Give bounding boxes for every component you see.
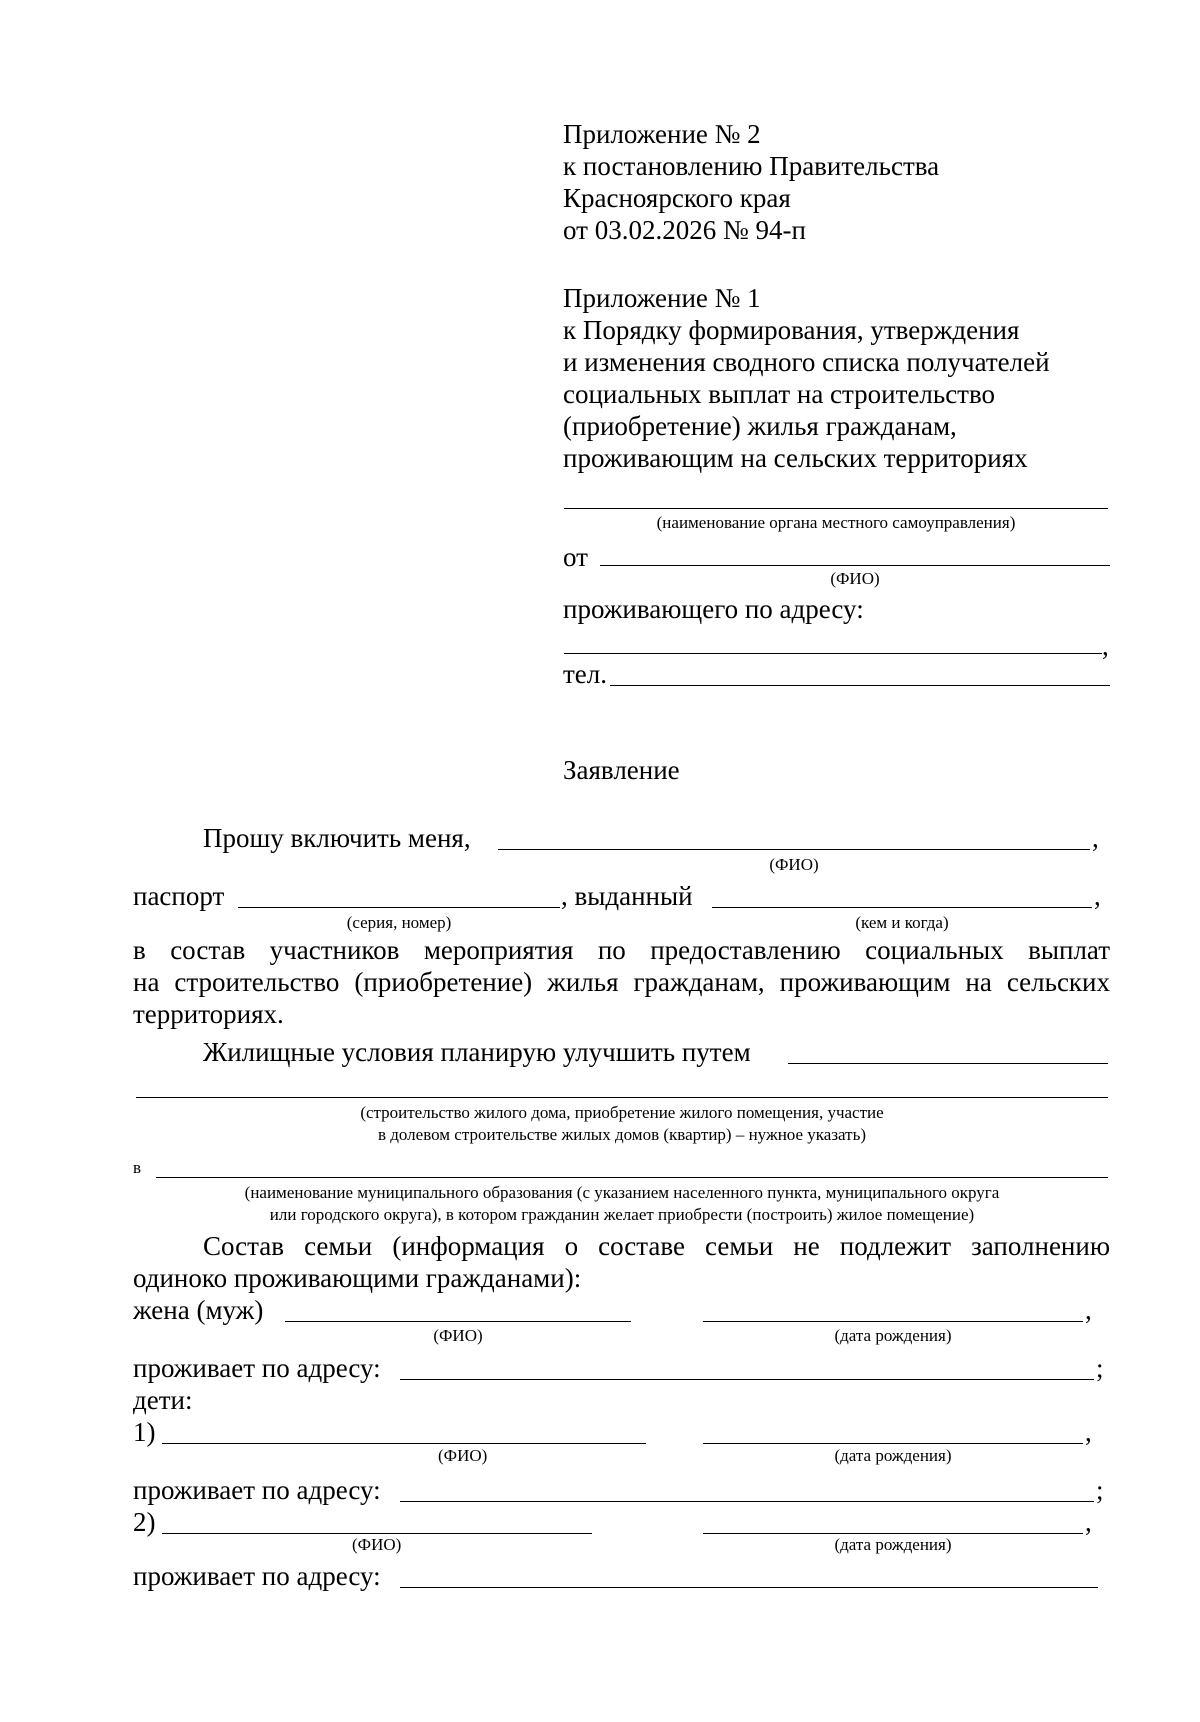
lives-label: проживает по адресу: — [133, 1475, 381, 1505]
lives-label: проживает по адресу: — [133, 1561, 381, 1591]
municipality-caption: или городского округа), в котором гражданин желает приобрести (построить) жилое помещение) — [269, 1205, 975, 1224]
spouse-fio-caption: (ФИО) — [433, 1326, 483, 1345]
housing-caption: (строительство жилого дома, приобретение жилого помещения, участие — [360, 1103, 884, 1122]
address-label: проживающего по адресу: — [563, 594, 864, 624]
appendix-1-line: проживающим на сельских территориях — [563, 443, 1028, 473]
child-1-birthdate-field[interactable] — [703, 1443, 1083, 1444]
housing-caption: в долевом строительстве жилых домов (квартир) – нужное указать) — [377, 1125, 867, 1144]
housing-method-field[interactable] — [788, 1063, 1108, 1064]
document-title: Заявление — [563, 755, 680, 785]
family-line: одиноко проживающими гражданами): — [133, 1263, 582, 1293]
spouse-birthdate-caption: (дата рождения) — [834, 1326, 952, 1345]
housing-label: Жилищные условия планирую улучшить путем — [203, 1037, 751, 1067]
child-1-address-field[interactable] — [400, 1501, 1094, 1502]
org-name-field[interactable] — [564, 508, 1108, 509]
municipality-field[interactable] — [156, 1177, 1108, 1178]
child-2-address-field[interactable] — [400, 1587, 1098, 1588]
child-1-semicolon: ; — [1096, 1475, 1104, 1505]
request-fio-caption: (ФИО) — [769, 855, 819, 874]
housing-method-field-continued[interactable] — [136, 1097, 1108, 1098]
child-2-birthdate-field[interactable] — [703, 1533, 1083, 1534]
appendix-1-title: Приложение № 1 — [563, 283, 761, 313]
appendix-1-line: и изменения сводного списка получателей — [563, 347, 1050, 377]
address-comma: , — [1102, 631, 1109, 661]
request-label: Прошу включить меня, — [203, 823, 471, 853]
family-line: Состав семьи (информация о составе семьи не подлежит заполнению — [203, 1231, 1110, 1261]
paragraph-line: в состав участников мероприятия по предоставлению социальных выплат — [133, 935, 1110, 965]
appendix-1-line: к Порядку формирования, утверждения — [563, 315, 1020, 345]
appendix-1-line: социальных выплат на строительство — [563, 379, 996, 409]
child-1-fio-field[interactable] — [162, 1443, 646, 1444]
spouse-birthdate-field[interactable] — [703, 1321, 1083, 1322]
appendix-1-line: (приобретение) жилья гражданам, — [563, 411, 957, 441]
passport-number-field[interactable] — [238, 907, 560, 908]
spouse-semicolon: ; — [1096, 1353, 1104, 1383]
appendix-2-date: от 03.02.2026 № 94-п — [563, 215, 806, 245]
applicant-address-field[interactable] — [564, 653, 1102, 654]
child-2-birthdate-caption: (дата рождения) — [834, 1535, 952, 1554]
paragraph-line: территориях. — [133, 999, 284, 1029]
in-label: в — [133, 1158, 142, 1177]
appendix-2-line: к постановлению Правительства — [563, 151, 940, 181]
phone-field[interactable] — [610, 685, 1110, 686]
child-2-fio-field[interactable] — [162, 1533, 592, 1534]
child-1-fio-caption: (ФИО) — [438, 1446, 488, 1465]
issued-by-caption: (кем и когда) — [855, 913, 949, 932]
applicant-fio-caption: (ФИО) — [830, 569, 880, 588]
phone-label: тел. — [563, 659, 608, 689]
child-1-label: 1) — [133, 1417, 156, 1447]
spouse-fio-field[interactable] — [285, 1321, 631, 1322]
org-name-caption: (наименование органа местного самоуправления) — [656, 513, 1016, 532]
spouse-label: жена (муж) — [133, 1295, 264, 1325]
issued-label: , выданный — [561, 881, 693, 911]
appendix-2-title: Приложение № 2 — [563, 119, 761, 149]
child-2-comma: , — [1085, 1507, 1092, 1537]
paragraph-line: на строительство (приобретение) жилья гражданам, проживающим на сельских — [133, 967, 1110, 997]
issued-comma: , — [1094, 881, 1101, 911]
municipality-caption: (наименование муниципального образования (с указанием населенного пункта, муниципального округа — [244, 1183, 1000, 1202]
issued-by-field[interactable] — [712, 907, 1092, 908]
spouse-address-field[interactable] — [400, 1379, 1094, 1380]
passport-label: паспорт — [133, 881, 225, 911]
child-2-fio-caption: (ФИО) — [352, 1535, 402, 1554]
from-label: от — [563, 542, 588, 572]
lives-label: проживает по адресу: — [133, 1353, 381, 1383]
child-2-label: 2) — [133, 1507, 156, 1537]
request-comma: , — [1092, 823, 1099, 853]
applicant-fio-field[interactable] — [600, 565, 1110, 566]
request-fio-field[interactable] — [498, 849, 1090, 850]
appendix-2-line: Красноярского края — [563, 183, 791, 213]
child-1-comma: , — [1085, 1417, 1092, 1447]
spouse-comma: , — [1085, 1295, 1092, 1325]
child-1-birthdate-caption: (дата рождения) — [834, 1446, 952, 1465]
passport-number-caption: (серия, номер) — [346, 913, 452, 932]
children-label: дети: — [133, 1385, 193, 1415]
